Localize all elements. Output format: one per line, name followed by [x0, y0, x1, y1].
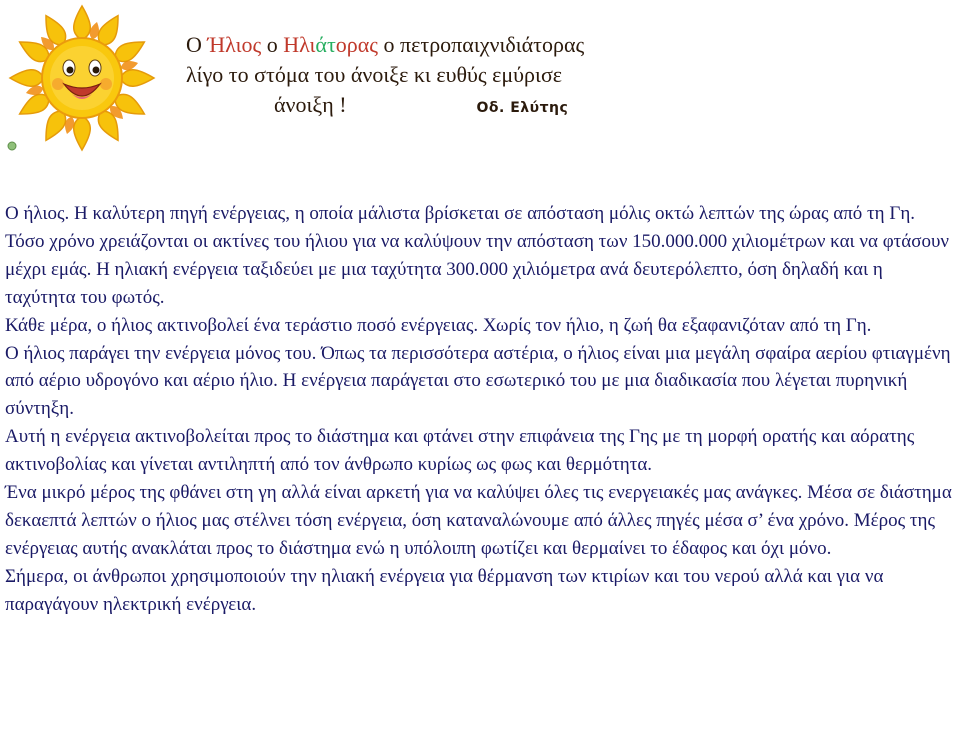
poem-line-1: [186, 30, 746, 60]
poem-line-3: [186, 90, 746, 123]
poem-word: Ο: [186, 32, 208, 57]
poem-word: ο: [261, 32, 284, 57]
poem-header: [186, 30, 746, 123]
poem-word-part: Ηλι: [283, 32, 316, 57]
poem-line-3-text: άνοιξη !: [274, 92, 347, 117]
paragraph: Αυτή η ενέργεια ακτινοβολείται προς το διάστημα και φτάνει στην επιφάνεια της Γης με τη μορφή ορατής και αόρατης ακτινοβολίας και γίνεται αντιληπτή από τον άνθρωπο κυρίως ως φως και θερμότητα.: [5, 426, 915, 476]
paragraph: Ο ήλιος. Η καλύτερη πηγή ενέργειας, η οποία μάλιστα βρίσκεται σε απόσταση μόλις οκτώ λεπτών της ώρας από τη Γη. Τόσο χρόνο χρειάζονται οι ακτίνες του ήλιου για να καλύψουν την απόσταση των 150.000.000 χιλιομέτρων και να φτάσουν μέχρι εμάς. Η ηλιακή ενέργεια ταξιδεύει με μια ταχύτητα 300.000 χιλιόμετρα ανά δευτερόλεπτο, όση δηλαδή και η ταχύτητα του φωτός.: [5, 203, 949, 308]
article-body: [5, 200, 957, 619]
poem-author: Οδ. Ελύτης: [476, 100, 569, 116]
paragraph: Κάθε μέρα, ο ήλιος ακτινοβολεί ένα τεράστιο ποσό ενέργειας. Χωρίς τον ήλιο, η ζωή θα εξαφανιζόταν από τη Γη.: [5, 314, 872, 336]
poem-word-part: άτ: [315, 32, 336, 57]
smiling-sun-icon: [2, 2, 164, 152]
poem-word-part: ορας: [335, 32, 379, 57]
poem-line-2: λίγο το στόμα του άνοιξε κι ευθύς εμύρισε: [186, 62, 563, 87]
poem-word: ο πετροπαιχνιδιάτορας: [378, 32, 585, 57]
paragraph: Ένα μικρό μέρος της φθάνει στη γη αλλά είναι αρκετή για να καλύψει όλες τις ενεργειακές μας ανάγκες. Μέσα σε διάστημα δεκαεπτά λεπτών ο ήλιος μας στέλνει τόση ενέργεια, όση καταναλώνουμε από άλλες πηγές μέσα σ’ ένα χρόνο. Μέρος της ενέργειας αυτής ανακλάται προς το διάστημα ενώ η υπόλοιπη φωτίζει και θερμαίνει το έδαφος και όχι μόνο.: [5, 482, 952, 559]
small-badge-icon: [7, 141, 17, 151]
paragraph: Σήμερα, οι άνθρωποι χρησιμοποιούν την ηλιακή ενέργεια για θέρμανση των κτιρίων και του νερού αλλά και για να παραγάγουν ηλεκτρική ενέργεια.: [5, 565, 884, 615]
poem-word-sun: Ήλιος: [207, 32, 262, 57]
paragraph: Ο ήλιος παράγει την ενέργεια μόνος του. Όπως τα περισσότερα αστέρια, ο ήλιος είναι μια μεγάλη σφαίρα αερίου φτιαγμένη από αέριο υδρογόνο και αέριο ήλιο. Η ενέργεια παράγεται στο εσωτερικό του με μια διαδικασία που λέγεται πυρηνική σύντηξη.: [5, 342, 951, 420]
